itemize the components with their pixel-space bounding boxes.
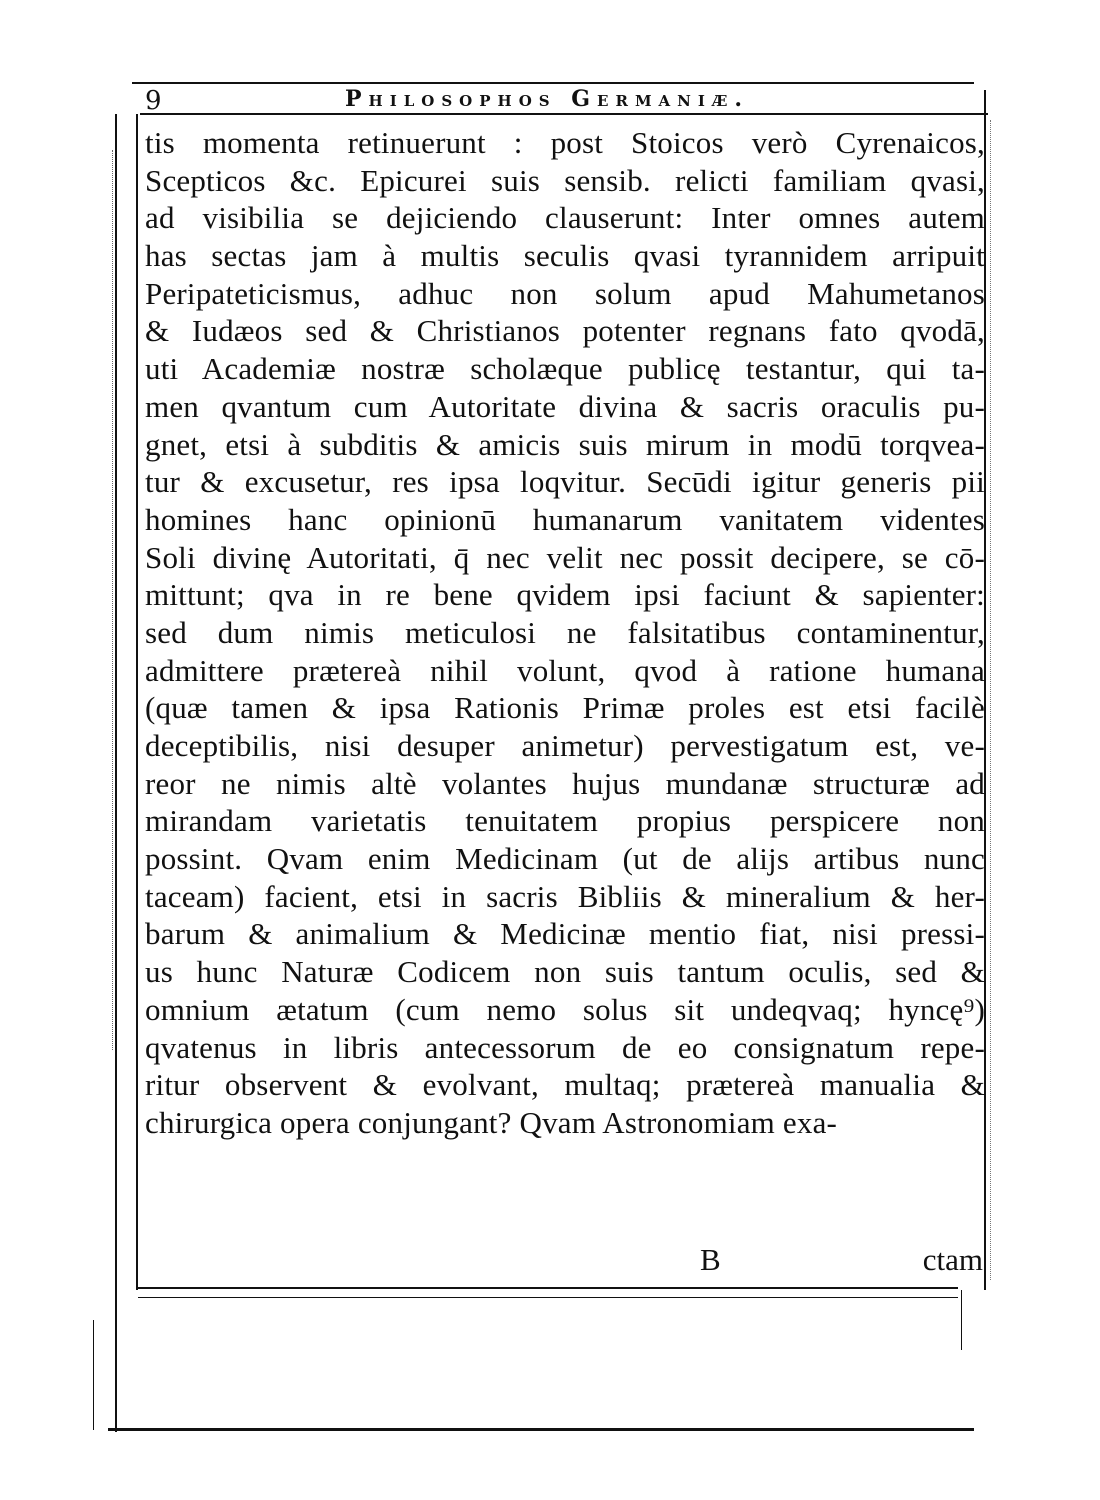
signature-mark: B xyxy=(700,1242,721,1277)
box-bottom-rule xyxy=(138,1297,958,1298)
text-line: homines hanc opinionū humanarum vanitatem videntes xyxy=(145,501,985,537)
text-line: chirurgica opera conjungant? Qvam Astronomiam exa- xyxy=(145,1104,838,1140)
left-outer-rule xyxy=(115,114,117,1432)
text-line: tis momenta retinuerunt : post Stoicos verò Cyrenaicos, xyxy=(145,125,985,160)
text-line: (quæ tamen & ipsa Rationis Primæ proles est etsi facilè xyxy=(145,690,985,726)
lower-right-rule xyxy=(961,1290,962,1350)
left-fragment-rule xyxy=(93,1320,94,1430)
page-header xyxy=(145,84,980,114)
text-line: admittere prætereà nihil volunt, qvod à ratione humana xyxy=(145,652,985,688)
text-line: us hunc Naturæ Codicem non suis tantum oculis, sed & xyxy=(145,954,985,990)
text-line: Scepticos &c. Epicurei suis sensib. relicti familiam qvasi, xyxy=(145,162,985,198)
text-line: reor ne nimis altè volantes hujus mundanæ structuræ ad xyxy=(145,765,985,801)
foot-rule xyxy=(108,1428,974,1431)
catchword: ctam xyxy=(922,1242,983,1277)
text-line: taceam) facient, etsi in sacris Bibliis & mineralium & her- xyxy=(145,878,985,914)
left-margin-speckle xyxy=(112,150,114,1050)
text-line: possint. Qvam enim Medicinam (ut de alijs artibus nunc xyxy=(145,841,985,877)
text-line: deceptibilis, nisi desuper animetur) pervestigatum est, ve- xyxy=(145,728,985,763)
left-inner-rule xyxy=(136,114,138,1290)
text-line: ritur observent & evolvant, multaq; prætereà manualia & xyxy=(145,1067,985,1103)
text-line: & Iudæos sed & Christianos potenter regnans fato qvodā, xyxy=(145,313,985,349)
text-line: mittunt; qva in re bene qvidem ipsi faciunt & sapienter: xyxy=(145,577,985,613)
text-line: Soli divinę Autoritati, q̄ nec velit nec possit decipere, se cō- xyxy=(145,539,985,575)
text-line: ad visibilia se dejiciendo clauserunt: Inter omnes autem xyxy=(145,200,985,236)
text-line: has sectas jam à multis seculis qvasi tyrannidem arripuit xyxy=(145,238,985,274)
text-line: Peripateticismus, adhuc non solum apud Mahumetanos xyxy=(145,275,985,311)
text-line: barum & animalium & Medicinæ mentio fiat, nisi pressi- xyxy=(145,916,985,952)
text-bottom-rule xyxy=(138,1287,958,1289)
text-line: omnium ætatum (cum nemo solus sit undeqvaq; hyncę⁹) xyxy=(145,991,985,1027)
text-line: qvatenus in libris antecessorum de eo consignatum repe- xyxy=(145,1029,985,1065)
text-line: men qvantum cum Autoritate divina & sacris oraculis pu- xyxy=(145,388,985,424)
text-line: gnet, etsi à subditis & amicis suis mirum in modū torqvea- xyxy=(145,426,985,462)
text-line: uti Academiæ nostræ scholæque publicę testantur, qui ta- xyxy=(145,351,985,387)
text-line: tur & excusetur, res ipsa loqvitur. Secūdi igitur generis pii xyxy=(145,464,985,500)
right-margin-speckle xyxy=(990,120,992,1280)
page-number: 9 xyxy=(145,86,162,116)
body-text xyxy=(145,124,985,1142)
signature-row xyxy=(145,1242,983,1282)
text-line: mirandam varietatis tenuitatem propius perspicere non xyxy=(145,803,985,839)
running-head: Philosophos Germaniæ. xyxy=(345,86,750,112)
text-line: sed dum nimis meticulosi ne falsitatibus contaminentur, xyxy=(145,614,985,650)
